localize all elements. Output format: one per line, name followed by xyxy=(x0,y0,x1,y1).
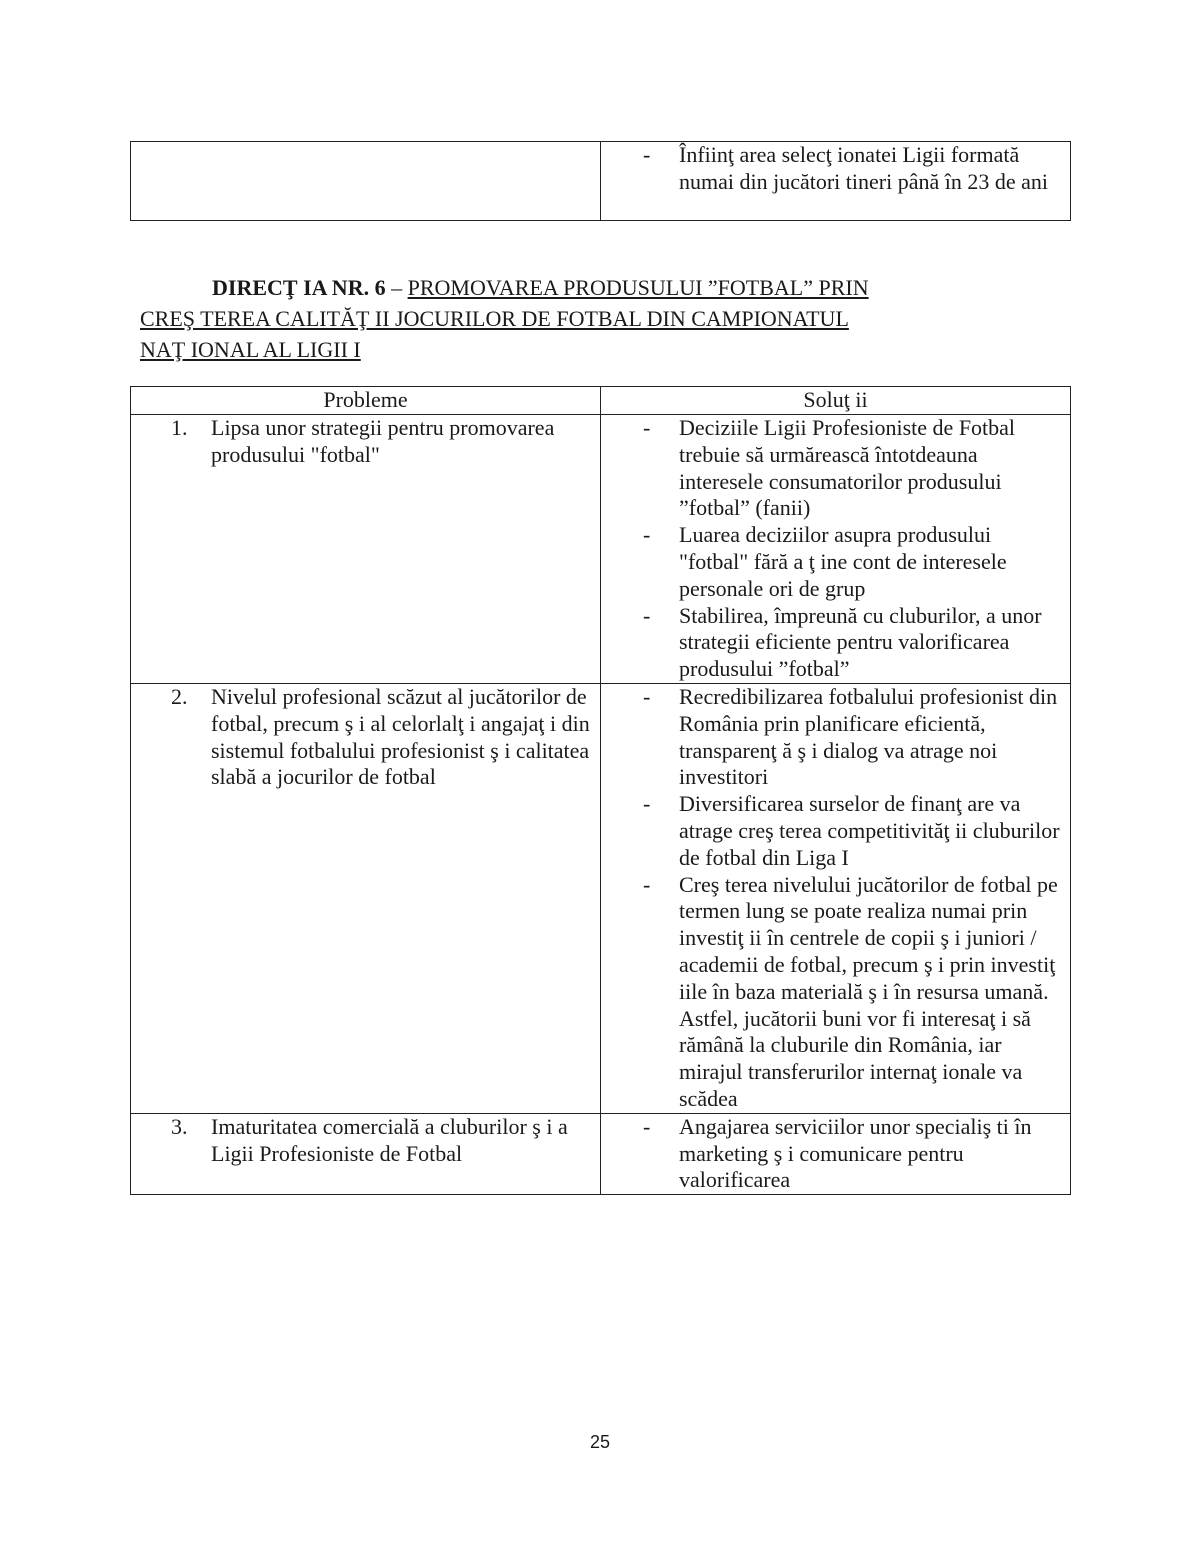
solutions-cell xyxy=(601,683,1071,1113)
table-row xyxy=(131,415,1071,684)
continuation-table xyxy=(130,141,1071,221)
solutions-list xyxy=(601,1114,1070,1194)
solution-item: - Angajarea serviciilor unor specialiş ti în marketing ş i comunicare pentru valorificarea xyxy=(679,1114,1062,1194)
heading-prefix: DIRECŢ IA NR. 6 xyxy=(212,275,386,300)
solution-item: - Recredibilizarea fotbalului profesionist din România prin planificare eficientă, transparenţ ă ş i dialog va atrage noi investitori xyxy=(679,684,1062,791)
problem-text: Lipsa unor strategii pentru promovarea produsului "fotbal" xyxy=(211,415,555,467)
solution-item: - Stabilirea, împreună cu cluburilor, a unor strategii eficiente pentru valorificarea produsului ”fotbal” xyxy=(679,603,1062,683)
problem-text: Nivelul profesional scăzut al jucătorilor de fotbal, precum ş i al celorlalţ i angajaţ i din sistemul fotbalului profesionist ş i calitatea slabă a jocurilor de fotbal xyxy=(211,683,590,790)
table-header-row xyxy=(131,387,1071,415)
table-row xyxy=(131,683,1071,1113)
problem-cell xyxy=(131,415,601,684)
solution-item: - Luarea deciziilor asupra produsului "fotbal" fără a ţ ine cont de interesele personale ori de grup xyxy=(679,522,1062,602)
problem-number: 1. xyxy=(171,415,188,440)
solution-item: - Creş terea nivelului jucătorilor de fotbal pe termen lung se poate realiza numai prin investiţ ii în centrele de copii ş i juniori / academii de fotbal, precum ş i prin investiţ iile în baza materială ş i în resursa umană. Astfel, jucătorii buni vor fi interesaţ i să rămână la cluburile din România, iar mirajul transferurilor internaţ ionale va scădea xyxy=(679,872,1062,1113)
problems-solutions-table xyxy=(130,386,1071,1195)
problem-text: Imaturitatea comercială a cluburilor ş i a Ligii Profesioniste de Fotbal xyxy=(211,1113,568,1166)
problem-number: 2. xyxy=(171,683,188,709)
problem-cell xyxy=(131,683,601,1113)
page-number: 25 xyxy=(589,1432,611,1452)
heading-title-line3: NAŢ IONAL AL LIGII I xyxy=(140,337,361,362)
heading-dash: – xyxy=(385,275,408,300)
solutions-list xyxy=(601,684,1070,1113)
heading-title-line2: CREŞ TEREA CALITĂŢ II JOCURILOR DE FOTBAL DIN CAMPIONATUL xyxy=(140,306,849,331)
solutions-cell xyxy=(601,415,1071,684)
solutions-list xyxy=(601,142,1070,196)
problem-cell xyxy=(131,142,601,221)
solution-item: - Înfiinţ area selecţ ionatei Ligii formată numai din jucători tineri până în 23 de ani xyxy=(679,142,1062,196)
section-heading xyxy=(140,272,1040,365)
table-row xyxy=(131,142,1071,221)
solutions-cell xyxy=(601,1113,1071,1194)
solution-item: - Diversificarea surselor de finanţ are va atrage creş terea competitivităţ ii cluburilor de fotbal din Liga I xyxy=(679,791,1062,871)
header-solutions: Soluţ ii xyxy=(601,387,1071,415)
solutions-cell xyxy=(601,142,1071,221)
table-row xyxy=(131,1113,1071,1194)
heading-title-line1: PROMOVAREA PRODUSULUI ”FOTBAL” PRIN xyxy=(407,275,869,300)
problem-cell xyxy=(131,1113,601,1194)
problem-number: 3. xyxy=(171,1113,188,1139)
solutions-list xyxy=(601,415,1070,683)
header-problems: Probleme xyxy=(131,387,601,415)
solution-item: - Deciziile Ligii Profesioniste de Fotbal trebuie să urmărească întotdeauna interesele consumatorilor produsului ”fotbal” (fanii) xyxy=(679,415,1062,522)
